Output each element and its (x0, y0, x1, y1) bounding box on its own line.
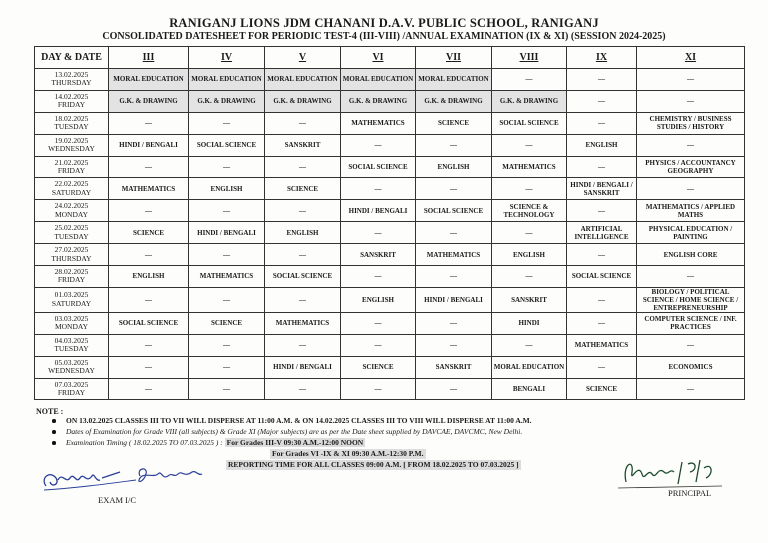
grade-header: III (109, 47, 189, 69)
subject-cell: — (109, 200, 189, 222)
subject-cell: — (189, 244, 265, 266)
subject-cell: PHYSICS / ACCOUNTANCY GEOGRAPHY (637, 156, 745, 178)
subject-cell: — (492, 222, 567, 244)
subject-cell: — (109, 287, 189, 312)
subject-cell: ENGLISH (416, 156, 492, 178)
exam-ic-signature-icon (36, 458, 226, 498)
subject-cell: — (109, 356, 189, 378)
timing-grades-3-5: For Grades III-V 09:30 A.M.-12:00 NOON (226, 438, 364, 447)
subject-cell: SCIENCE (189, 312, 265, 334)
subject-cell: MORAL EDUCATION (189, 69, 265, 91)
subject-cell: ENGLISH (109, 266, 189, 288)
subject-cell: MORAL EDUCATION (416, 69, 492, 91)
subject-cell: — (189, 156, 265, 178)
date-cell (35, 134, 109, 156)
subject-cell: — (637, 378, 745, 400)
subject-cell: SOCIAL SCIENCE (109, 312, 189, 334)
timing-grades-6-11: For Grades VI -IX & XI 09:30 A.M.-12:30 P.M. (272, 449, 424, 458)
subject-cell: HINDI / BENGALI (189, 222, 265, 244)
subject-cell: HINDI / BENGALI (341, 200, 416, 222)
subject-cell: HINDI (492, 312, 567, 334)
exam-date: 13.02.2025 (54, 69, 89, 79)
grade-header: XI (637, 47, 745, 69)
subject-cell: G.K. & DRAWING (189, 90, 265, 112)
subject-cell: — (416, 334, 492, 356)
exam-date: 25.02.2025 (54, 223, 89, 233)
subject-cell: — (567, 200, 637, 222)
subject-cell: — (265, 378, 341, 400)
subject-cell: — (341, 222, 416, 244)
exam-date: 01.03.2025 (54, 290, 89, 300)
subject-cell: HINDI / BENGALI (265, 356, 341, 378)
exam-day: TUESDAY (54, 344, 89, 354)
grade-header: IV (189, 47, 265, 69)
table-row (35, 287, 745, 312)
subject-cell: — (341, 312, 416, 334)
exam-date: 19.02.2025 (54, 135, 89, 145)
date-cell (35, 178, 109, 200)
subject-cell: SCIENCE (416, 112, 492, 134)
subject-cell: MORAL EDUCATION (265, 69, 341, 91)
note-dispersal-text: ON 13.02.2025 CLASSES III TO VII WILL DISPERSE AT 11:00 A.M. & ON 14.02.2025 CLASSES III TO VIII WILL DISPERSE AT 11:00 A.M. (66, 416, 532, 425)
subject-cell: SOCIAL SCIENCE (189, 134, 265, 156)
reporting-time: REPORTING TIME FOR ALL CLASSES 09:00 A.M. [ FROM 18.02.2025 TO 07.03.2025 ] (228, 460, 519, 469)
subject-cell: COMPUTER SCIENCE / INF. PRACTICES (637, 312, 745, 334)
date-cell (35, 200, 109, 222)
subject-cell: — (567, 312, 637, 334)
exam-day: MONDAY (54, 209, 89, 219)
subject-cell: — (189, 200, 265, 222)
subject-cell: G.K. & DRAWING (109, 90, 189, 112)
subject-cell: SCIENCE (265, 178, 341, 200)
subject-cell: — (416, 178, 492, 200)
note-dates-source-text: Dates of Examination for Grade VIII (all subjects) & Grade XI (Major subjects) are as per the Date sheet supplied by DAVCAE, DAVCMC, New Delhi. (66, 427, 523, 436)
subject-cell: — (189, 356, 265, 378)
subject-cell: SCIENCE & TECHNOLOGY (492, 200, 567, 222)
subject-cell: — (341, 266, 416, 288)
subject-cell: BIOLOGY / POLITICAL SCIENCE / HOME SCIENCE / ENTREPRENEURSHIP (637, 287, 745, 312)
subject-cell: MATHEMATICS (109, 178, 189, 200)
subject-cell: — (416, 378, 492, 400)
exam-day: SATURDAY (51, 298, 92, 308)
subject-cell: — (109, 156, 189, 178)
subject-cell: HINDI / BENGALI / SANSKRIT (567, 178, 637, 200)
exam-date: 21.02.2025 (54, 157, 89, 167)
subject-cell: — (567, 90, 637, 112)
table-row (35, 178, 745, 200)
subject-cell: — (189, 334, 265, 356)
subject-cell: — (265, 156, 341, 178)
subject-cell: — (567, 112, 637, 134)
exam-date: 27.02.2025 (54, 245, 89, 255)
table-row (35, 334, 745, 356)
exam-date: 24.02.2025 (54, 201, 89, 211)
table-row (35, 222, 745, 244)
subject-cell: MORAL EDUCATION (492, 356, 567, 378)
exam-day: TUESDAY (54, 122, 89, 132)
subject-cell: MORAL EDUCATION (109, 69, 189, 91)
subject-cell: — (492, 134, 567, 156)
subject-cell: — (492, 334, 567, 356)
date-cell (35, 244, 109, 266)
date-cell (35, 266, 109, 288)
subject-cell: ENGLISH (265, 222, 341, 244)
subject-cell: — (109, 244, 189, 266)
table-row (35, 112, 745, 134)
subject-cell: SOCIAL SCIENCE (416, 200, 492, 222)
subject-cell: — (341, 378, 416, 400)
exam-day: THURSDAY (51, 253, 92, 263)
subject-cell: SOCIAL SCIENCE (567, 266, 637, 288)
exam-ic-label: EXAM I/C (98, 495, 137, 505)
principal-label: PRINCIPAL (668, 488, 712, 498)
subject-cell: G.K. & DRAWING (492, 90, 567, 112)
subject-cell: ENGLISH (341, 287, 416, 312)
table-row (35, 356, 745, 378)
subject-cell: SANSKRIT (265, 134, 341, 156)
grade-header: VI (341, 47, 416, 69)
date-cell (35, 287, 109, 312)
subject-cell: — (492, 178, 567, 200)
subject-cell: — (109, 334, 189, 356)
subject-cell: — (492, 69, 567, 91)
table-row (35, 378, 745, 400)
exam-day: FRIDAY (57, 275, 86, 285)
subject-cell: — (416, 222, 492, 244)
subject-cell: — (341, 334, 416, 356)
grade-header: VIII (492, 47, 567, 69)
exam-day: THURSDAY (51, 78, 92, 88)
table-header-row (35, 47, 745, 69)
subject-cell: PHYSICAL EDUCATION / PAINTING (637, 222, 745, 244)
exam-day: FRIDAY (57, 100, 86, 110)
subject-cell: G.K. & DRAWING (416, 90, 492, 112)
grade-header: IX (567, 47, 637, 69)
subject-cell: — (341, 134, 416, 156)
subject-cell: BENGALI (492, 378, 567, 400)
subject-cell: MATHEMATICS (265, 312, 341, 334)
table-row (35, 266, 745, 288)
date-cell (35, 156, 109, 178)
date-cell (35, 69, 109, 91)
school-name: RANIGANJ LIONS JDM CHANANI D.A.V. PUBLIC SCHOOL, RANIGANJ (169, 16, 599, 30)
table-row (35, 90, 745, 112)
exam-date: 04.03.2025 (54, 335, 89, 345)
subject-cell: HINDI / BENGALI (416, 287, 492, 312)
subject-cell: — (637, 90, 745, 112)
exam-day: SATURDAY (51, 187, 92, 197)
exam-date: 28.02.2025 (54, 266, 89, 276)
subject-cell: SOCIAL SCIENCE (341, 156, 416, 178)
subject-cell: HINDI / BENGALI (109, 134, 189, 156)
date-cell (35, 378, 109, 400)
subject-cell: — (189, 112, 265, 134)
subject-cell: — (416, 312, 492, 334)
subject-cell: — (265, 244, 341, 266)
subject-cell: — (265, 112, 341, 134)
subject-cell: MORAL EDUCATION (341, 69, 416, 91)
subject-cell: MATHEMATICS (189, 266, 265, 288)
subject-cell: — (265, 334, 341, 356)
date-cell (35, 312, 109, 334)
subject-cell: — (341, 178, 416, 200)
exam-date: 07.03.2025 (54, 379, 89, 389)
subject-cell: — (637, 69, 745, 91)
exam-date: 05.03.2025 (54, 357, 89, 367)
exam-day: WEDNESDAY (48, 144, 95, 154)
table-row (35, 244, 745, 266)
exam-day: FRIDAY (57, 166, 86, 175)
date-cell (35, 356, 109, 378)
subject-cell: — (637, 266, 745, 288)
subject-cell: G.K. & DRAWING (265, 90, 341, 112)
subject-cell: SCIENCE (341, 356, 416, 378)
subject-cell: SCIENCE (109, 222, 189, 244)
notes-list (50, 415, 730, 448)
subject-cell: MATHEMATICS (567, 334, 637, 356)
subject-cell: — (265, 287, 341, 312)
subject-cell: — (567, 156, 637, 178)
subject-cell: — (637, 134, 745, 156)
note-dispersal (50, 415, 730, 426)
subject-cell: ENGLISH (567, 134, 637, 156)
note-timing-lead: Examination Timing ( 18.02.2025 TO 07.03.2025 ) : (66, 438, 223, 447)
subject-cell: ENGLISH (492, 244, 567, 266)
subject-cell: — (265, 200, 341, 222)
table-row (35, 312, 745, 334)
exam-date: 03.03.2025 (54, 313, 89, 323)
subject-cell: SANSKRIT (492, 287, 567, 312)
subject-cell: ENGLISH (189, 178, 265, 200)
note-dates-source (50, 426, 730, 437)
exam-date: 14.02.2025 (54, 91, 89, 101)
subject-cell: — (567, 244, 637, 266)
note-title: NOTE : (36, 407, 64, 416)
subject-cell: — (189, 378, 265, 400)
datesheet-title: CONSOLIDATED DATESHEET FOR PERIODIC TEST-4 (III-VIII) /ANNUAL EXAMINATION (IX & XI) (SESSION 2024-2025) (102, 31, 666, 42)
subject-cell: MATHEMATICS (492, 156, 567, 178)
subject-cell: — (637, 178, 745, 200)
table-row (35, 134, 745, 156)
subject-cell: — (567, 69, 637, 91)
subject-cell: — (567, 287, 637, 312)
subject-cell: — (567, 356, 637, 378)
subject-cell: SCIENCE (567, 378, 637, 400)
date-cell (35, 334, 109, 356)
exam-day: WEDNESDAY (48, 366, 95, 376)
date-cell (35, 112, 109, 134)
exam-day: TUESDAY (54, 231, 89, 241)
exam-day: FRIDAY (57, 388, 86, 398)
subject-cell: MATHEMATICS (341, 112, 416, 134)
exam-date: 22.02.2025 (54, 179, 89, 189)
date-cell (35, 222, 109, 244)
exam-date: 18.02.2025 (54, 113, 89, 123)
subject-cell: G.K. & DRAWING (341, 90, 416, 112)
datesheet-table (34, 46, 745, 400)
subject-cell: SANSKRIT (341, 244, 416, 266)
subject-cell: — (109, 112, 189, 134)
subject-cell: — (416, 266, 492, 288)
subject-cell: ECONOMICS (637, 356, 745, 378)
table-row (35, 200, 745, 222)
exam-day: MONDAY (54, 322, 89, 332)
note-timing (50, 437, 730, 448)
subject-cell: — (492, 266, 567, 288)
subject-cell: MATHEMATICS / APPLIED MATHS (637, 200, 745, 222)
grade-header: VII (416, 47, 492, 69)
table-row (35, 156, 745, 178)
subject-cell: — (416, 134, 492, 156)
subject-cell: SOCIAL SCIENCE (265, 266, 341, 288)
date-column-header: DAY & DATE (35, 47, 109, 69)
subject-cell: — (189, 287, 265, 312)
subject-cell: SANSKRIT (416, 356, 492, 378)
subject-cell: ENGLISH CORE (637, 244, 745, 266)
subject-cell: CHEMISTRY / BUSINESS STUDIES / HISTORY (637, 112, 745, 134)
subject-cell: ARTIFICIAL INTELLIGENCE (567, 222, 637, 244)
grade-header: V (265, 47, 341, 69)
table-row (35, 69, 745, 91)
subject-cell: — (637, 334, 745, 356)
subject-cell: MATHEMATICS (416, 244, 492, 266)
subject-cell: SOCIAL SCIENCE (492, 112, 567, 134)
subject-cell: — (109, 378, 189, 400)
date-cell (35, 90, 109, 112)
